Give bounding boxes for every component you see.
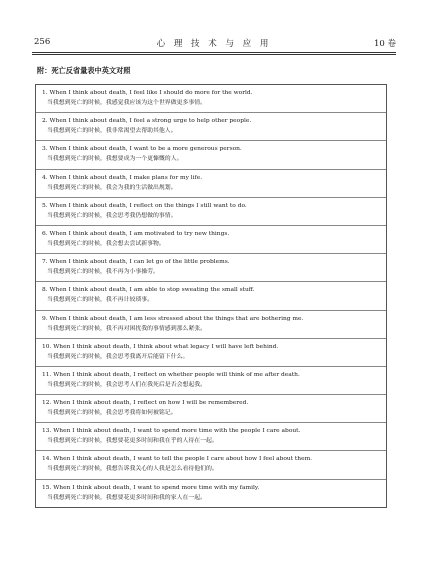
- item-chinese: 当我想到死亡的时候，我不再对困扰我的事情感到那么紧张。: [47, 325, 207, 332]
- table-row: [36, 395, 386, 423]
- table-row: [36, 254, 386, 282]
- page-number: 256: [34, 37, 51, 47]
- table-row: [36, 423, 386, 451]
- item-english: 9. When I think about death, I am less stressed about the things that are bothering me.: [42, 315, 304, 322]
- header-rule-top: [32, 52, 396, 53]
- item-chinese: 当我想到死亡的时候，我会为我的生活做出规划。: [47, 184, 177, 191]
- table-row: [36, 339, 386, 367]
- item-english: 12. When I think about death, I reflect on how I will be remembered.: [42, 400, 249, 407]
- table-row: [36, 282, 386, 310]
- item-english: 7. When I think about death, I can let go of the little problems.: [42, 259, 230, 266]
- scale-table: [35, 84, 387, 508]
- table-row: [36, 480, 386, 508]
- table-row: [36, 311, 386, 339]
- item-english: 14. When I think about death, I want to tell the people I care about how I feel about them.: [42, 456, 313, 463]
- item-chinese: 当我想到死亡的时候，我会思考我仍想做的事情。: [47, 212, 177, 219]
- journal-title: 心 理 技 术 与 应 用: [156, 39, 272, 49]
- table-row: [36, 85, 386, 113]
- item-chinese: 当我想到死亡的时候，我会思考人们在我死后是否会想起我。: [47, 381, 207, 388]
- item-english: 10. When I think about death, I think about what legacy I will have left behind.: [42, 343, 279, 350]
- volume-label: 10 卷: [373, 39, 396, 49]
- item-chinese: 当我想到死亡的时候，我非常渴望去帮助其他人。: [47, 128, 177, 135]
- item-english: 6. When I think about death, I am motivated to try new things.: [42, 230, 230, 237]
- item-chinese: 当我想到死亡的时候，我会思考我将如何被铭记。: [47, 410, 177, 417]
- item-chinese: 当我想到死亡的时候，我想要花更多时间和我在乎的人待在一起。: [47, 438, 218, 445]
- table-row: [36, 367, 386, 395]
- table-row: [36, 451, 386, 479]
- table-row: [36, 198, 386, 226]
- item-english: 1. When I think about death, I feel like I should do more for the world.: [42, 90, 253, 96]
- page-header: [32, 37, 396, 51]
- table-row: [36, 141, 386, 169]
- item-chinese: 当我想到死亡的时候，我想要花更多时间和我的家人在一起。: [47, 494, 207, 501]
- item-english: 3. When I think about death, I want to be a more generous person.: [42, 146, 242, 153]
- item-chinese: 当我想到死亡的时候，我想告诉我关心的人我是怎么看待他们的。: [47, 466, 218, 473]
- item-chinese: 当我想到死亡的时候，我感觉我应该为这个世界做更多事情。: [47, 100, 207, 106]
- header-rule-bottom: [32, 54, 396, 55]
- table-row: [36, 113, 386, 141]
- item-chinese: 当我想到死亡的时候，我不再计较琐事。: [47, 297, 154, 304]
- item-chinese: 当我想到死亡的时候，我会思考我离开后能留下什么。: [47, 353, 189, 360]
- item-english: 15. When I think about death, I want to spend more time with my family.: [42, 484, 260, 491]
- item-english: 11. When I think about death, I reflect on whether people will think of me after death.: [42, 371, 300, 378]
- item-english: 8. When I think about death, I am able to stop sweating the small stuff.: [42, 287, 255, 294]
- item-chinese: 当我想到死亡的时候，我不再为小事操劳。: [47, 269, 159, 276]
- item-chinese: 当我想到死亡的时候，我会想去尝试新事物。: [47, 240, 165, 247]
- item-english: 5. When I think about death, I reflect on the things I still want to do.: [42, 202, 247, 209]
- table-row: [36, 170, 386, 198]
- item-english: 4. When I think about death, I make plans for my life.: [42, 174, 203, 181]
- item-english: 2. When I think about death, I feel a strong urge to help other people.: [42, 118, 252, 125]
- item-chinese: 当我想到死亡的时候，我想要成为一个更慷慨的人。: [47, 156, 183, 163]
- table-row: [36, 226, 386, 254]
- item-english: 13. When I think about death, I want to spend more time with the people I care about.: [42, 428, 301, 435]
- appendix-title: 附：死亡反省量表中英文对照: [37, 66, 131, 75]
